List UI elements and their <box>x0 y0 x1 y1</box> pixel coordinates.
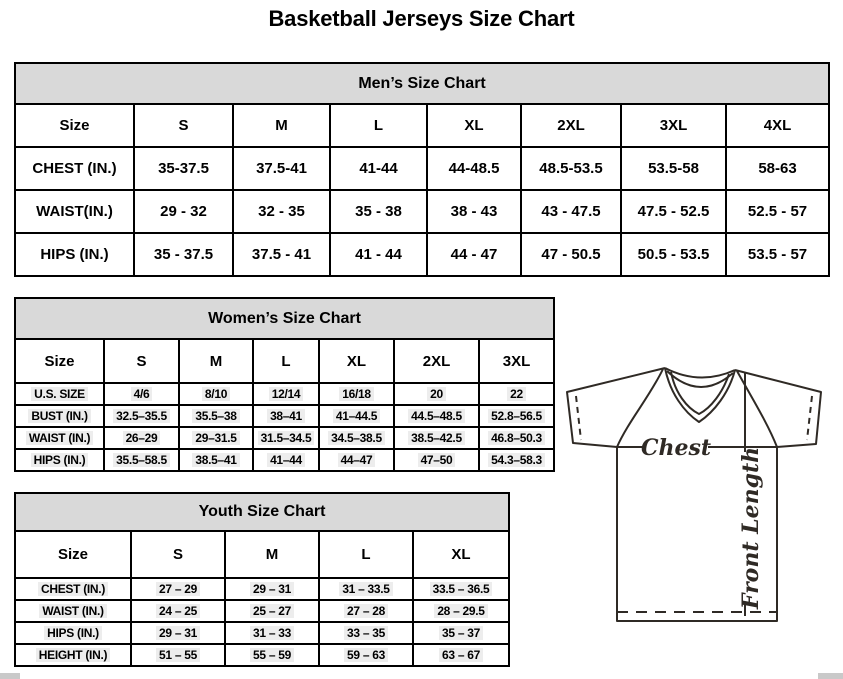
size-value: 35 – 37 <box>413 622 509 644</box>
table-row <box>15 644 509 666</box>
row-label: U.S. SIZE <box>15 383 104 405</box>
size-value: 38.5–41 <box>179 449 253 471</box>
size-value: 47.5 - 52.5 <box>621 190 726 233</box>
size-value: 16/18 <box>319 383 394 405</box>
size-value: 29 - 32 <box>134 190 233 233</box>
column-header: 3XL <box>479 339 554 383</box>
size-value: 35.5–58.5 <box>104 449 179 471</box>
size-value: 35-37.5 <box>134 147 233 190</box>
column-header: 2XL <box>394 339 479 383</box>
size-value: 50.5 - 53.5 <box>621 233 726 276</box>
mens-table-title: Men’s Size Chart <box>15 63 829 104</box>
column-header: Size <box>15 531 131 578</box>
table-row <box>15 147 829 190</box>
row-label: HEIGHT (IN.) <box>15 644 131 666</box>
size-value: 35.5–38 <box>179 405 253 427</box>
size-value: 29–31.5 <box>179 427 253 449</box>
column-header: S <box>131 531 225 578</box>
table-row <box>15 339 554 383</box>
row-label: HIPS (IN.) <box>15 622 131 644</box>
womens-table-title: Women’s Size Chart <box>15 298 554 339</box>
row-label: CHEST (IN.) <box>15 147 134 190</box>
size-value: 25 – 27 <box>225 600 319 622</box>
size-value: 35 - 38 <box>330 190 427 233</box>
size-value: 43 - 47.5 <box>521 190 621 233</box>
size-value: 34.5–38.5 <box>319 427 394 449</box>
row-label: BUST (IN.) <box>15 405 104 427</box>
chest-label: Chest <box>640 435 712 461</box>
column-header: M <box>225 531 319 578</box>
size-value: 12/14 <box>253 383 319 405</box>
size-value: 48.5-53.5 <box>521 147 621 190</box>
size-value: 44–47 <box>319 449 394 471</box>
size-value: 51 – 55 <box>131 644 225 666</box>
size-value: 55 – 59 <box>225 644 319 666</box>
youth-size-table <box>14 492 510 667</box>
column-header: 4XL <box>726 104 829 147</box>
size-value: 20 <box>394 383 479 405</box>
column-header: 2XL <box>521 104 621 147</box>
size-value: 53.5 - 57 <box>726 233 829 276</box>
table-row <box>15 578 509 600</box>
size-value: 63 – 67 <box>413 644 509 666</box>
table-row <box>15 383 554 405</box>
column-header: M <box>233 104 330 147</box>
row-label: WAIST(IN.) <box>15 190 134 233</box>
column-header: L <box>253 339 319 383</box>
size-value: 38.5–42.5 <box>394 427 479 449</box>
womens-size-table <box>14 297 555 472</box>
table-row <box>15 63 829 104</box>
column-header: S <box>134 104 233 147</box>
size-value: 32.5–35.5 <box>104 405 179 427</box>
size-value: 54.3–58.3 <box>479 449 554 471</box>
table-row <box>15 600 509 622</box>
jersey-measurement-diagram <box>558 362 838 627</box>
column-header: S <box>104 339 179 383</box>
size-value: 47 - 50.5 <box>521 233 621 276</box>
mens-size-table <box>14 62 830 277</box>
size-value: 59 – 63 <box>319 644 413 666</box>
column-header: XL <box>319 339 394 383</box>
size-value: 27 – 28 <box>319 600 413 622</box>
size-value: 8/10 <box>179 383 253 405</box>
column-header: Size <box>15 339 104 383</box>
size-value: 31.5–34.5 <box>253 427 319 449</box>
table-row <box>15 405 554 427</box>
column-header: L <box>319 531 413 578</box>
size-value: 28 – 29.5 <box>413 600 509 622</box>
row-label: CHEST (IN.) <box>15 578 131 600</box>
size-value: 41-44 <box>330 147 427 190</box>
scrollbar-fragment-right[interactable] <box>818 673 843 679</box>
column-header: M <box>179 339 253 383</box>
size-value: 52.8–56.5 <box>479 405 554 427</box>
column-header: L <box>330 104 427 147</box>
jersey-right-sleeve <box>735 370 821 447</box>
column-header: Size <box>15 104 134 147</box>
table-row <box>15 622 509 644</box>
size-value: 41–44.5 <box>319 405 394 427</box>
size-value: 37.5 - 41 <box>233 233 330 276</box>
size-value: 35 - 37.5 <box>134 233 233 276</box>
youth-table-title: Youth Size Chart <box>15 493 509 531</box>
table-row <box>15 298 554 339</box>
row-label: WAIST (IN.) <box>15 427 104 449</box>
table-row <box>15 531 509 578</box>
row-label: HIPS (IN.) <box>15 449 104 471</box>
jersey-left-cuff-dashes <box>576 396 581 440</box>
size-value: 29 – 31 <box>131 622 225 644</box>
table-row <box>15 493 509 531</box>
size-value: 4/6 <box>104 383 179 405</box>
front-length-label: Front Length <box>738 446 764 610</box>
size-value: 38–41 <box>253 405 319 427</box>
size-value: 24 – 25 <box>131 600 225 622</box>
table-row <box>15 190 829 233</box>
jersey-right-cuff-dashes <box>807 396 812 440</box>
scrollbar-fragment-left[interactable] <box>0 673 20 679</box>
table-row <box>15 104 829 147</box>
size-value: 44-48.5 <box>427 147 521 190</box>
size-value: 52.5 - 57 <box>726 190 829 233</box>
jersey-right-armhole-seam <box>737 371 777 447</box>
size-value: 32 - 35 <box>233 190 330 233</box>
column-header: XL <box>413 531 509 578</box>
size-value: 33 – 35 <box>319 622 413 644</box>
size-value: 37.5-41 <box>233 147 330 190</box>
size-value: 31 – 33 <box>225 622 319 644</box>
size-value: 26–29 <box>104 427 179 449</box>
table-row <box>15 233 829 276</box>
size-value: 38 - 43 <box>427 190 521 233</box>
size-value: 29 – 31 <box>225 578 319 600</box>
size-value: 33.5 – 36.5 <box>413 578 509 600</box>
size-value: 41–44 <box>253 449 319 471</box>
size-value: 31 – 33.5 <box>319 578 413 600</box>
table-row <box>15 449 554 471</box>
jersey-collar-back-curve <box>665 368 735 378</box>
column-header: 3XL <box>621 104 726 147</box>
size-value: 27 – 29 <box>131 578 225 600</box>
column-header: XL <box>427 104 521 147</box>
size-value: 44 - 47 <box>427 233 521 276</box>
table-row <box>15 427 554 449</box>
size-value: 46.8–50.3 <box>479 427 554 449</box>
size-value: 47–50 <box>394 449 479 471</box>
page-title: Basketball Jerseys Size Chart <box>268 6 575 31</box>
size-value: 53.5-58 <box>621 147 726 190</box>
row-label: HIPS (IN.) <box>15 233 134 276</box>
size-value: 44.5–48.5 <box>394 405 479 427</box>
row-label: WAIST (IN.) <box>15 600 131 622</box>
size-value: 22 <box>479 383 554 405</box>
size-value: 41 - 44 <box>330 233 427 276</box>
size-value: 58-63 <box>726 147 829 190</box>
